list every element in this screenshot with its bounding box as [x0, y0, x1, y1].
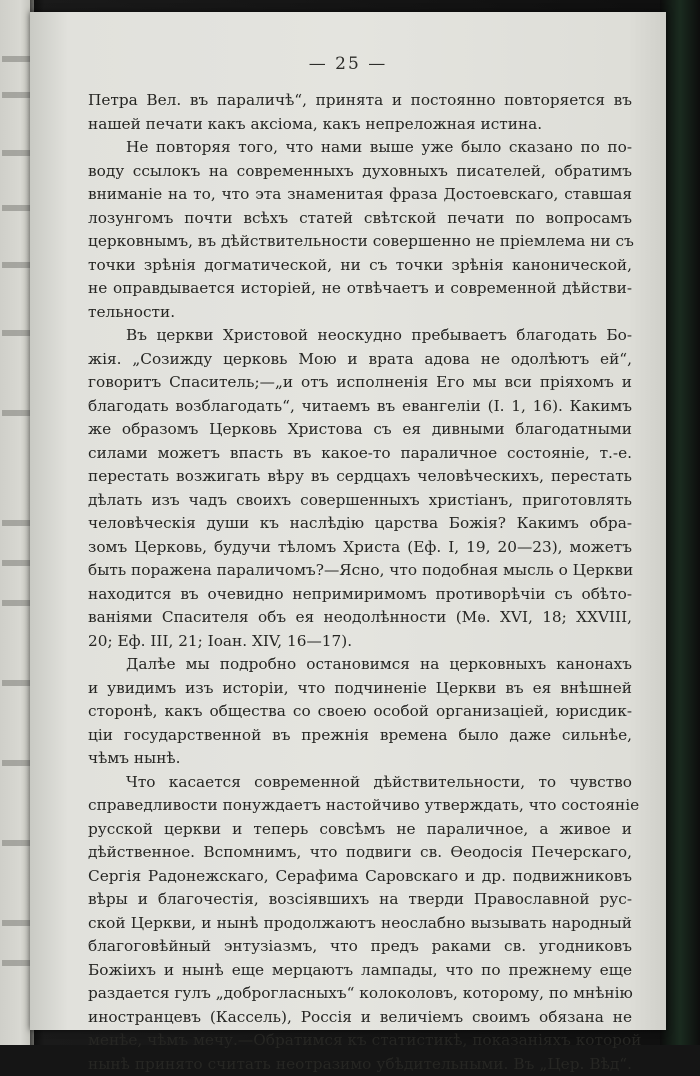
- text-line: раздается гулъ „доброгласныхъ“ колоколовъ, которому, по мнѣнію: [88, 982, 632, 1006]
- text-line: вѣры и благочестія, возсіявшихъ на тверди Православной рус-: [88, 888, 632, 912]
- text-line: и увидимъ изъ исторіи, что подчиненіе Церкви въ ея внѣшней: [88, 677, 632, 701]
- text-line: Петра Вел. въ параличѣ“, принята и постоянно повторяется въ: [88, 89, 632, 113]
- paragraph: [88, 771, 632, 1076]
- text-line: дѣлать изъ чадъ своихъ совершенныхъ христіанъ, приготовлять: [88, 489, 632, 513]
- paragraph: [88, 653, 632, 771]
- text-line: Не повторяя того, что нами выше уже было сказано по по-: [88, 136, 632, 160]
- text-line: человѣческія души къ наслѣдію царства Божія? Какимъ обра-: [88, 512, 632, 536]
- text-line: зомъ Церковь, будучи тѣломъ Христа (Еф. I, 19, 20—23), можетъ: [88, 536, 632, 560]
- text-line: справедливости понуждаетъ настойчиво утверждать, что состояніе: [88, 794, 632, 818]
- text-line: Въ церкви Христовой неоскудно пребываетъ благодать Бо-: [88, 324, 632, 348]
- book-page: [30, 12, 666, 1030]
- text-line: благодать возблагодать“, читаемъ въ евангеліи (I. 1, 16). Какимъ: [88, 395, 632, 419]
- text-line: Сергія Радонежскаго, Серафима Саровскаго и др. подвижниковъ: [88, 865, 632, 889]
- text-line: нынѣ принято считать неотразимо убѣдительными. Въ „Цер. Вѣд“.: [88, 1053, 632, 1076]
- text-line: жія. „Созижду церковь Мою и врата адова не одолѣютъ ей“,: [88, 348, 632, 372]
- text-line: чѣмъ нынѣ.: [88, 747, 632, 771]
- text-line: Что касается современной дѣйствительности, то чувство: [88, 771, 632, 795]
- page-number: — 25 —: [30, 54, 666, 74]
- text-line: находится въ очевидно непримиримомъ противорѣчіи съ обѣто-: [88, 583, 632, 607]
- text-line: не оправдывается исторіей, не отвѣчаетъ и современной дѣйстви-: [88, 277, 632, 301]
- text-line: сторонѣ, какъ общества со своею особой организаціей, юрисдик-: [88, 700, 632, 724]
- text-line: перестать возжигать вѣру въ сердцахъ человѣческихъ, перестать: [88, 465, 632, 489]
- text-line: точки зрѣнія догматической, ни съ точки зрѣнія канонической,: [88, 254, 632, 278]
- text-line: ваніями Спасителя объ ея неодолѣнности (Мѳ. XVI, 18; XXVIII,: [88, 606, 632, 630]
- text-line: ціи государственной въ прежнія времена было даже сильнѣе,: [88, 724, 632, 748]
- left-page-edge: [0, 0, 34, 1045]
- text-line: Далѣе мы подробно остановимся на церковныхъ канонахъ: [88, 653, 632, 677]
- paragraph: [88, 324, 632, 653]
- text-line: ской Церкви, и нынѣ продолжаютъ неослабно вызывать народный: [88, 912, 632, 936]
- text-line: менѣе, чѣмъ мечу.—Обратимся къ статистикѣ, показаніяхъ которой: [88, 1029, 632, 1053]
- text-line: же образомъ Церковь Христова съ ея дивными благодатными: [88, 418, 632, 442]
- text-line: русской церкви и теперь совсѣмъ не параличное, а живое и: [88, 818, 632, 842]
- body-text: [88, 89, 632, 1076]
- text-line: иностранцевъ (Кассель), Россія и величіемъ своимъ обязана не: [88, 1006, 632, 1030]
- text-line: тельности.: [88, 301, 632, 325]
- paragraph: [88, 136, 632, 324]
- text-line: благоговѣйный энтузіазмъ, что предъ раками св. угодниковъ: [88, 935, 632, 959]
- text-line: дѣйственное. Вспомнимъ, что подвиги св. Ѳеодосія Печерскаго,: [88, 841, 632, 865]
- text-line: воду ссылокъ на современныхъ духовныхъ писателей, обратимъ: [88, 160, 632, 184]
- text-line: говоритъ Спаситель;—„и отъ исполненія Его мы вси пріяхомъ и: [88, 371, 632, 395]
- book-edge: [660, 0, 700, 1045]
- text-line: вниманіе на то, что эта знаменитая фраза Достоевскаго, ставшая: [88, 183, 632, 207]
- text-line: нашей печати какъ аксіома, какъ непреложная истина.: [88, 113, 632, 137]
- text-line: 20; Еф. III, 21; Іоан. XIV, 16—17).: [88, 630, 632, 654]
- text-line: Божіихъ и нынѣ еще мерцаютъ лампады, что по прежнему еще: [88, 959, 632, 983]
- text-line: лозунгомъ почти всѣхъ статей свѣтской печати по вопросамъ: [88, 207, 632, 231]
- paragraph: [88, 89, 632, 136]
- text-line: быть поражена параличомъ?—Ясно, что подобная мысль о Церкви: [88, 559, 632, 583]
- text-line: силами можетъ впасть въ какое-то параличное состояніе, т.-е.: [88, 442, 632, 466]
- text-line: церковнымъ, въ дѣйствительности совершенно не пріемлема ни съ: [88, 230, 632, 254]
